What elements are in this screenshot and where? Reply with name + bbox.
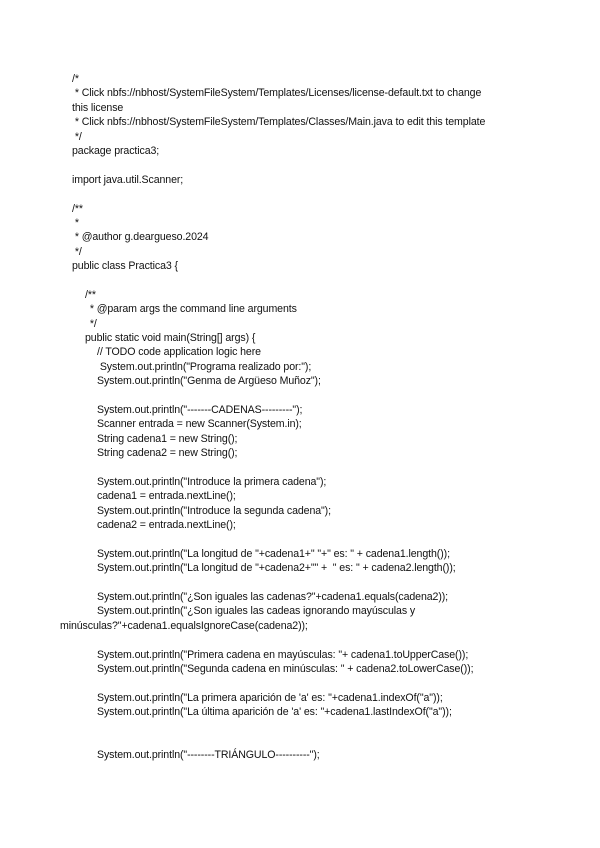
code-line: /* xyxy=(72,73,79,85)
code-line: System.out.println("La primera aparición de 'a' es: "+cadena1.indexOf("a")); xyxy=(97,691,443,704)
code-line: System.out.println("Primera cadena en mayúsculas: "+ cadena1.toUpperCase()); xyxy=(97,648,469,661)
blank-line xyxy=(0,720,600,734)
code-line: */ xyxy=(72,245,82,258)
code-line: public class Practica3 { xyxy=(72,260,178,273)
blank-line xyxy=(0,389,600,403)
blank-line xyxy=(0,273,600,287)
code-line: this license xyxy=(72,101,124,114)
code-line: System.out.println("--------TRIÁNGULO----------"); xyxy=(97,749,320,762)
blank-line xyxy=(0,633,600,647)
code-line: */ xyxy=(72,130,82,143)
blank-line xyxy=(0,187,600,201)
code-line: System.out.println("Introduce la primera cadena"); xyxy=(97,475,327,488)
blank-line xyxy=(0,676,600,690)
code-line: System.out.println("-------CADENAS---------"); xyxy=(97,403,303,416)
blank-line xyxy=(0,158,600,172)
blank-line xyxy=(0,461,600,475)
code-line: * @param args the command line arguments xyxy=(87,303,297,316)
code-line: System.out.println("Genma de Argüeso Muñoz"); xyxy=(97,375,321,388)
code-line: String cadena2 = new String(); xyxy=(97,447,238,460)
code-line: /** xyxy=(72,202,83,215)
code-line: */ xyxy=(87,317,97,330)
code-line: System.out.println("¿Son iguales las cadeas ignorando mayúsculas y xyxy=(97,605,416,618)
code-line: System.out.println("Introduce la segunda cadena"); xyxy=(97,504,331,517)
code-line: System.out.println("Segunda cadena en minúsculas: " + cadena2.toLowerCase()); xyxy=(97,663,474,676)
code-line: // TODO code application logic here xyxy=(97,346,261,359)
code-line: System.out.println("La última aparición de 'a' es: "+cadena1.lastIndexOf("a")); xyxy=(97,706,452,719)
code-line: import java.util.Scanner; xyxy=(72,173,184,186)
code-listing xyxy=(0,72,600,763)
code-line: * xyxy=(72,216,79,229)
code-line: public static void main(String[] args) { xyxy=(85,332,256,345)
blank-line xyxy=(0,734,600,748)
code-line: * Click nbfs://nbhost/SystemFileSystem/Templates/Licenses/license-default.txt to change xyxy=(72,87,482,100)
code-line: cadena2 = entrada.nextLine(); xyxy=(97,519,236,532)
blank-line xyxy=(0,576,600,590)
code-line: Scanner entrada = new Scanner(System.in); xyxy=(97,418,302,431)
code-line: System.out.println("La longitud de "+cadena2+"" + " es: " + cadena2.length()); xyxy=(97,562,456,575)
code-line: System.out.println("Programa realizado por:"); xyxy=(97,360,312,373)
code-line: /** xyxy=(85,288,96,301)
code-line: minúsculas?"+cadena1.equalsIgnoreCase(cadena2)); xyxy=(60,619,308,632)
code-line: * Click nbfs://nbhost/SystemFileSystem/Templates/Classes/Main.java to edit this template xyxy=(72,116,486,129)
code-line: package practica3; xyxy=(72,144,160,157)
code-line: String cadena1 = new String(); xyxy=(97,432,238,445)
code-line: System.out.println("La longitud de "+cadena1+" "+" es: " + cadena1.length()); xyxy=(97,547,450,560)
code-line: * @author g.deargueso.2024 xyxy=(72,231,209,244)
blank-line xyxy=(0,533,600,547)
code-line: cadena1 = entrada.nextLine(); xyxy=(97,490,236,503)
code-line: System.out.println("¿Son iguales las cadenas?"+cadena1.equals(cadena2)); xyxy=(97,591,449,604)
